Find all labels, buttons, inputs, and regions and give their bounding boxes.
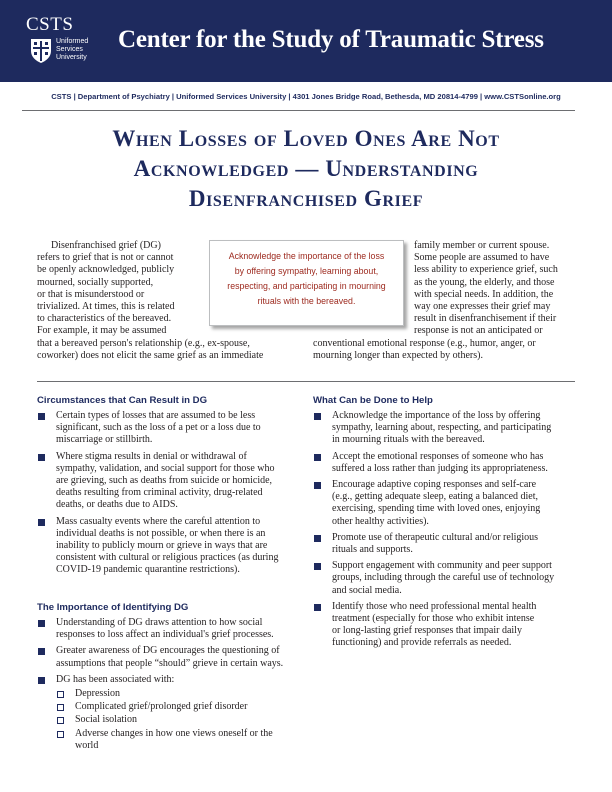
checkbox-bullet-icon	[57, 731, 64, 738]
pull-quote-line: Acknowledge the importance of the loss	[228, 251, 385, 261]
pull-quote	[209, 240, 404, 326]
intro-line: less ability to experience grief, such	[414, 264, 558, 276]
list-item-line: and social media.	[332, 584, 402, 596]
list-item	[37, 410, 307, 447]
pull-quote-line: by offering sympathy, learning about,	[234, 266, 379, 276]
list-item	[313, 451, 583, 475]
pull-quote-line: rituals with the bereaved.	[257, 296, 356, 306]
list-item-line: Certain types of losses that are assumed to be less	[56, 410, 256, 421]
square-bullet-icon	[314, 563, 321, 570]
intro-line: with special needs. In addition, the	[414, 288, 554, 300]
list-item-line: (e.g., getting adequate sleep, eating a balanced diet,	[332, 491, 539, 503]
checkbox-bullet-icon	[57, 704, 64, 711]
title-line: When Losses of Loved Ones Are Not	[112, 126, 500, 151]
list-item-line: miscarriage or stillbirth.	[56, 434, 153, 446]
intro-line: For example, it may be assumed	[37, 325, 167, 337]
list-item	[313, 532, 583, 556]
list-item-line: Support engagement with community and peer support	[332, 560, 552, 572]
list-item-line: Acknowledge the importance of the loss by offering	[332, 410, 541, 421]
list-item	[37, 451, 307, 512]
intro-line: as the young, the elderly, and those	[414, 276, 555, 288]
list-item-line: sympathy, validation, and social support for those who	[56, 462, 275, 474]
csts-logo	[26, 14, 106, 74]
list-item-line: Encourage adaptive coping responses and self-care	[332, 479, 537, 491]
list-item	[37, 674, 307, 752]
list-item-line: groups, including through the careful use of technology	[332, 572, 555, 584]
list-item-line: responses to loss affect an individual's grief processes.	[56, 629, 274, 641]
square-bullet-icon	[38, 620, 45, 627]
sub-list-item	[56, 728, 307, 752]
square-bullet-icon	[38, 648, 45, 655]
logo-line: University	[56, 54, 87, 62]
header-banner	[0, 0, 612, 82]
square-bullet-icon	[314, 482, 321, 489]
square-bullet-icon	[314, 535, 321, 542]
intro-line: coworker) does not elicit the same grief as an immediate	[37, 349, 264, 361]
square-bullet-icon	[38, 677, 45, 684]
intro-line: response is not an anticipated or	[414, 325, 543, 337]
sub-list-item-line: Complicated grief/prolonged grief disorder	[75, 701, 248, 713]
list-item-line: Where stigma results in denial or withdrawal of	[56, 450, 247, 462]
list-item-line: deaths resulting from criminal activity, drug-related	[56, 487, 263, 499]
section-heading-help: What Can be Done to Help	[313, 395, 433, 406]
intro-line: mourned, socially supported,	[37, 276, 154, 288]
sub-list-item-line: Social isolation	[75, 714, 137, 726]
importance-list	[37, 617, 307, 756]
list-item-line: sympathy, learning about, respecting, and participating	[332, 422, 552, 434]
pull-quote-line: respecting, and participating in mourning	[227, 281, 386, 291]
list-item-line: significant, such as the loss of a pet or a loss due to	[56, 422, 261, 434]
sub-list-item	[56, 714, 307, 726]
list-item-line: Mass casualty events where the careful attention to	[56, 515, 261, 527]
list-item-line: Understanding of DG draws attention to how social	[56, 617, 263, 628]
list-item	[37, 516, 307, 577]
list-item-line: Greater awareness of DG encourages the questioning of	[56, 645, 280, 657]
logo-line: Services	[56, 46, 83, 54]
intro-line: be openly acknowledged, publicly	[37, 264, 175, 276]
list-item	[313, 479, 583, 528]
intro-line: Disenfranchised grief (DG)	[51, 240, 161, 251]
sub-list-item	[56, 701, 307, 713]
title-line: Acknowledged — Understanding	[133, 156, 479, 181]
section-heading-circumstances: Circumstances that Can Result in DG	[37, 395, 208, 406]
intro-line: trivialized. At times, this is related	[37, 301, 175, 313]
list-item-line: inability to publicly mourn or grieve in ways that are	[56, 540, 268, 552]
list-item-line: COVID-19 pandemic quarantine restrictions).	[56, 564, 240, 576]
list-item	[37, 645, 307, 669]
sub-list-item-line: Depression	[75, 688, 120, 700]
square-bullet-icon	[314, 413, 321, 420]
square-bullet-icon	[38, 454, 45, 461]
list-item-line: treatment (especially for those who exhibit intense	[332, 613, 535, 625]
help-list	[313, 410, 583, 654]
checkbox-bullet-icon	[57, 717, 64, 724]
intro-line: Some people are assumed to have	[414, 252, 550, 264]
list-item-line: suffered a loss rather than judging its appropriateness.	[332, 462, 548, 474]
square-bullet-icon	[314, 604, 321, 611]
sub-list-item	[56, 688, 307, 700]
list-item-line: individual deaths is not possible, or when there is an	[56, 527, 266, 539]
square-bullet-icon	[314, 454, 321, 461]
intro-line: mourning longer than expected by others).	[313, 349, 483, 361]
list-item-line: other healthy activities).	[332, 515, 429, 527]
intro-line: result in disenfranchisement if their	[414, 313, 557, 325]
list-item	[313, 410, 583, 447]
shield-icon	[30, 38, 52, 64]
document-title	[30, 124, 582, 214]
intro-line: family member or current spouse.	[414, 240, 550, 251]
list-item	[313, 601, 583, 650]
list-item-line: exercising, spending time with loved ones, enjoying	[332, 503, 541, 515]
list-item-line: rituals and supports.	[332, 544, 413, 556]
header-title: Center for the Study of Traumatic Stress	[118, 26, 544, 53]
section-heading-importance: The Importance of Identifying DG	[37, 602, 189, 613]
list-item-line: are grieving, such as deaths from suicide or homicide,	[56, 475, 273, 487]
list-item-line: Promote use of therapeutic cultural and/or religious	[332, 531, 539, 543]
intro-line: refers to grief that is not or cannot	[37, 252, 174, 264]
list-item-line: functioning) and provide referrals as needed.	[332, 637, 512, 649]
top-divider	[22, 110, 575, 111]
title-line: Disenfranchised Grief	[188, 186, 424, 211]
list-item-line: deaths, or deaths due to AIDS.	[56, 499, 178, 511]
intro-line: way one expresses their grief may	[414, 301, 551, 313]
sub-list-item-line: Adverse changes in how one views oneself or the	[75, 727, 273, 739]
list-item-line: Identify those who need professional mental health	[332, 600, 537, 612]
list-item-line: assumptions that people “should” grieve in certain ways.	[56, 657, 284, 669]
logo-university-name	[56, 38, 88, 63]
circumstances-list	[37, 410, 307, 581]
contact-line: CSTS | Department of Psychiatry | Uniformed Services University | 4301 Jones Bridge Road, Bethesda, MD 20814-4799 | www.CSTSonline.org	[51, 92, 561, 101]
square-bullet-icon	[38, 413, 45, 420]
list-item-line: DG has been associated with:	[56, 673, 175, 685]
list-item	[313, 560, 583, 597]
list-item-line: in mourning rituals with the bereaved.	[332, 434, 485, 446]
logo-abbrev: CSTS	[26, 14, 74, 35]
intro-line: or that is misunderstood or	[37, 288, 145, 300]
checkbox-bullet-icon	[57, 691, 64, 698]
list-item	[37, 617, 307, 641]
associated-conditions-list	[56, 688, 307, 752]
list-item-line: consistent with cultural or religious practices (as during	[56, 552, 279, 564]
sub-list-item-line: world	[75, 739, 99, 751]
intro-line: to characteristics of the bereaved.	[37, 313, 172, 325]
intro-line: that a bereaved person's relationship (e.g., ex-spouse,	[37, 337, 250, 349]
square-bullet-icon	[38, 519, 45, 526]
section-divider	[37, 381, 575, 382]
intro-line: conventional emotional response (e.g., humor, anger, or	[313, 337, 536, 349]
logo-line: Uniformed	[56, 38, 89, 45]
list-item-line: Accept the emotional responses of someone who has	[332, 450, 544, 462]
list-item-line: or long-lasting grief responses that impair daily	[332, 625, 522, 637]
